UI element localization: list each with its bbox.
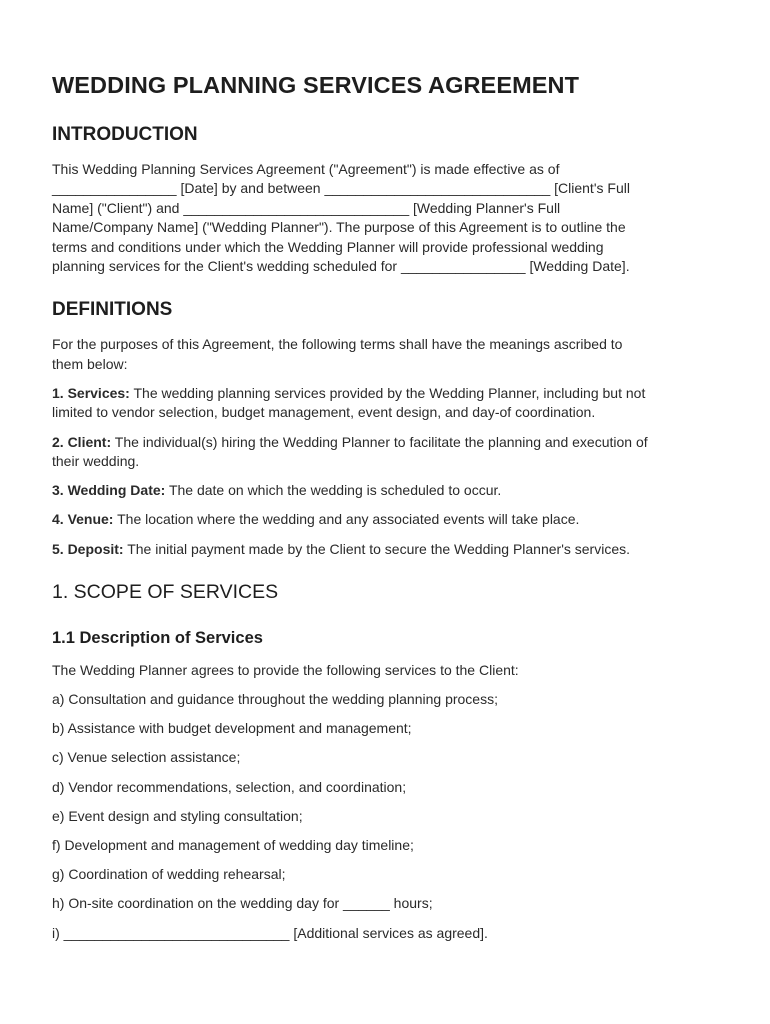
- list-item: a) Consultation and guidance throughout the wedding planning process;: [52, 691, 498, 707]
- definition-term: 2. Client:: [52, 434, 112, 450]
- definition-text: The date on which the wedding is scheduled to occur.: [165, 482, 502, 498]
- introduction-line: ________________ [Date] by and between _____________________________ [Client's Full: [52, 180, 630, 196]
- scope-heading: 1. SCOPE OF SERVICES: [52, 581, 279, 603]
- definition-line: [52, 384, 645, 404]
- definition-text: The individual(s) hiring the Wedding Planner to facilitate the planning and execution of: [111, 434, 648, 450]
- definitions-intro-line: them below:: [52, 356, 128, 372]
- definitions-intro-line: For the purposes of this Agreement, the following terms shall have the meanings ascribed to: [52, 336, 623, 352]
- list-item: i) _____________________________ [Additional services as agreed].: [52, 925, 488, 941]
- list-item: g) Coordination of wedding rehearsal;: [52, 866, 286, 882]
- definition-line: [52, 433, 648, 453]
- definition-term: 1. Services:: [52, 385, 130, 401]
- definition-text: The wedding planning services provided by the Wedding Planner, including but not: [129, 385, 646, 401]
- definition-term: 5. Deposit:: [52, 541, 124, 557]
- introduction-line: Name/Company Name] ("Wedding Planner"). The purpose of this Agreement is to outline the: [52, 219, 626, 235]
- definition-line: [52, 481, 501, 501]
- introduction-line: terms and conditions under which the Wedding Planner will provide professional wedding: [52, 239, 604, 255]
- list-item: e) Event design and styling consultation;: [52, 808, 303, 824]
- definition-line: [52, 540, 630, 560]
- definition-line: limited to vendor selection, budget management, event design, and day-of coordination.: [52, 404, 596, 420]
- introduction-line: This Wedding Planning Services Agreement ("Agreement") is made effective as of: [52, 161, 560, 177]
- introduction-line: Name] ("Client") and _____________________________ [Wedding Planner's Full: [52, 200, 561, 216]
- document-title: WEDDING PLANNING SERVICES AGREEMENT: [52, 72, 580, 98]
- list-item: c) Venue selection assistance;: [52, 749, 241, 765]
- list-item: f) Development and management of wedding day timeline;: [52, 837, 414, 853]
- list-item: h) On-site coordination on the wedding day for ______ hours;: [52, 895, 433, 911]
- definitions-heading: DEFINITIONS: [52, 299, 173, 320]
- definition-text: The location where the wedding and any associated events will take place.: [113, 511, 580, 527]
- scope-subheading: 1.1 Description of Services: [52, 629, 263, 647]
- list-item: b) Assistance with budget development and management;: [52, 720, 412, 736]
- introduction-heading: INTRODUCTION: [52, 124, 198, 145]
- introduction-line: planning services for the Client's wedding scheduled for ________________ [Wedding Date].: [52, 258, 630, 274]
- definition-text: The initial payment made by the Client to secure the Wedding Planner's services.: [123, 541, 630, 557]
- definition-term: 4. Venue:: [52, 511, 114, 527]
- definition-term: 3. Wedding Date:: [52, 482, 166, 498]
- definition-line: their wedding.: [52, 453, 140, 469]
- scope-intro: The Wedding Planner agrees to provide the following services to the Client:: [52, 662, 519, 678]
- list-item: d) Vendor recommendations, selection, and coordination;: [52, 779, 407, 795]
- definition-line: [52, 510, 579, 530]
